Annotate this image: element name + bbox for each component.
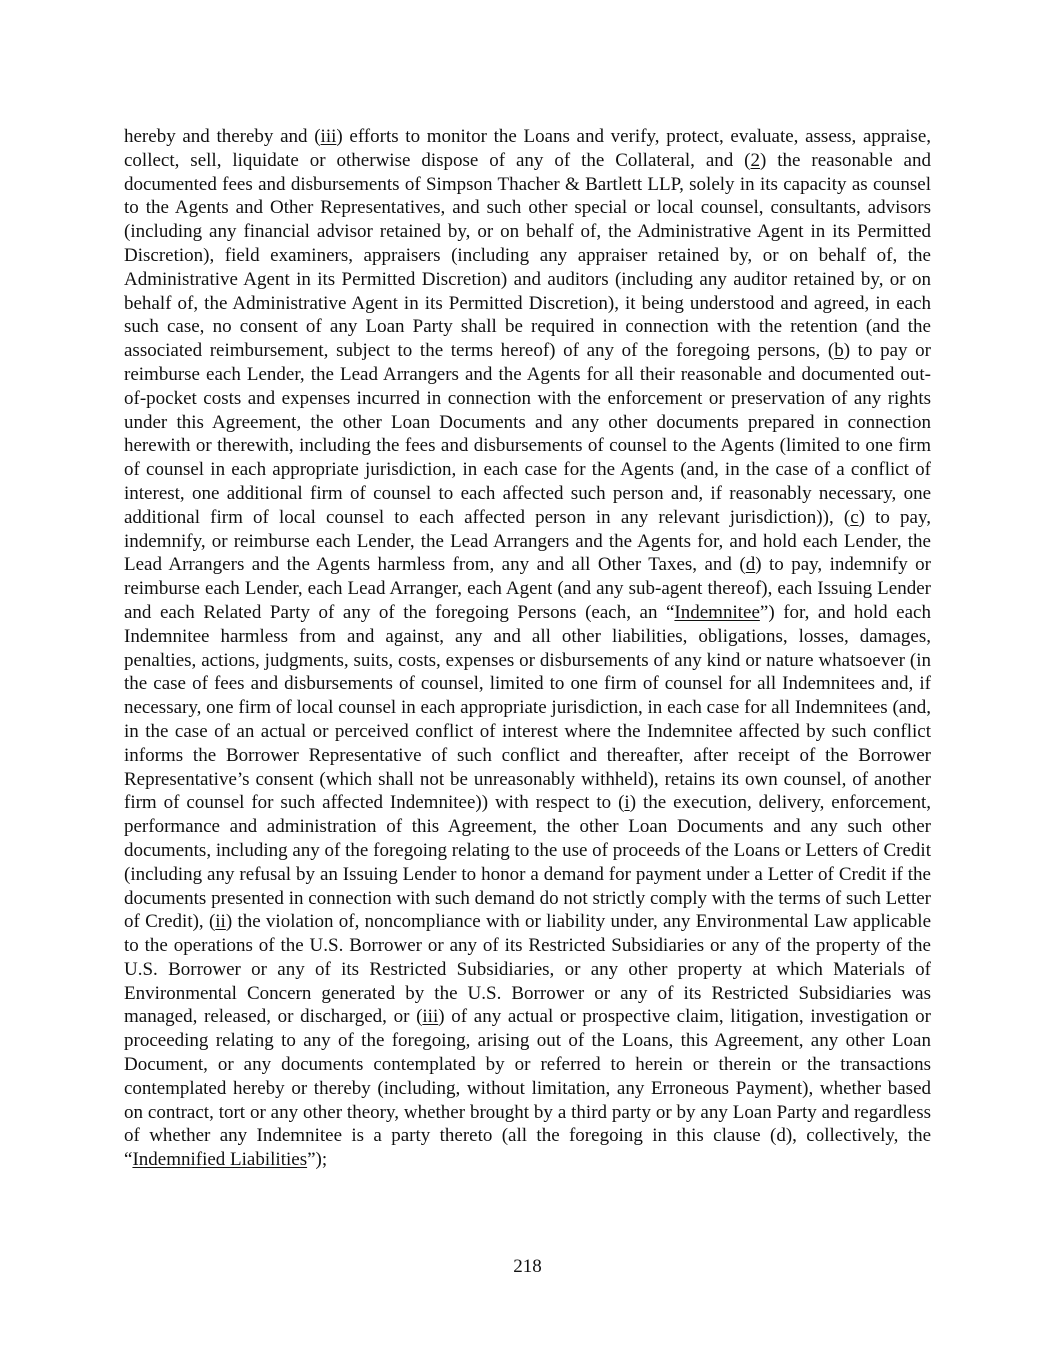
- text-run: hereby and thereby and (: [124, 126, 321, 147]
- text-run: ) to pay, indemnify, or reimburse each Lender, the Lead Arrangers and the Agents for, and hold each Lender, the Lead Arrangers and the Agents harmless from, any and all Other Taxes, and (: [124, 506, 932, 576]
- clause-reference: b: [834, 340, 844, 362]
- clause-reference: c: [850, 506, 859, 528]
- text-run: ) efforts to monitor the Loans and verify, protect, evaluate, assess, appraise, collect, sell, liquidate or otherwise dispose of any of the Collateral, and (: [124, 126, 932, 171]
- text-run: ) the violation of, noncompliance with or liability under, any Environmental Law applicable to the operations of the U.S. Borrower or any of its Restricted Subsidiaries or any of the property of the U.S. Borrower or any of its Restricted Subsidiaries, or any other property at which Materials of Environmental Concern generated by the U.S. Borrower or any of its Restricted Subsidiaries was managed, released, or discharged, or (: [124, 911, 931, 1028]
- clause-reference: iii: [320, 126, 337, 147]
- text-run: ) the reasonable and documented fees and disbursements of Simpson Thacher & Bartlett LLP, solely in its capacity as counsel to the Agents and Other Representatives, and such other special or local counsel, consultants, advisors (including any financial advisor retained by, or on behalf of, the Administrative Agent in its Permitted Discretion), field examiners, appraisers (including any appraiser retained by, or on behalf of, the Administrative Agent in its Permitted Discretion) and auditors (including any auditor retained by, or on behalf of, the Administrative Agent in its Permitted Discretion), it being understood and agreed, in each such case, no consent of any Loan Party shall be required in connection with the retention (and the associated reimbursement, subject to the terms hereof) of any of the foregoing persons, (: [124, 149, 931, 362]
- clause-reference: iii: [422, 1006, 439, 1028]
- text-run: ) to pay or reimburse each Lender, the Lead Arrangers and the Agents for all their reasonable and documented out-of-pocket costs and expenses incurred in connection with the enforcement or preservation of any rights under this Agreement, the other Loan Documents and any other documents prepared in connection herewith or therewith, including the fees and disbursements of counsel to the Agents (limited to one firm of counsel in each appropriate jurisdiction, in each case for the Agents (and, in the case of a conflict of interest, one additional firm of counsel to each affected such person and, if reasonably necessary, one additional firm of local counsel to each affected person in any relevant jurisdiction)), (: [124, 340, 931, 528]
- page-number: 218: [513, 1256, 542, 1277]
- clause-reference: d: [745, 554, 756, 576]
- clause-reference: ii: [215, 911, 226, 933]
- body-paragraph: [124, 125, 931, 1172]
- text-run: ”);: [307, 1149, 328, 1171]
- defined-term: Indemnitee: [674, 601, 760, 623]
- text-run: ) the execution, delivery, enforcement, performance and administration of this Agreement, the other Loan Documents and any such other documents, including any of the foregoing relating to the use of proceeds of the Loans or Letters of Credit (including any refusal by an Issuing Lender to honor a demand for payment under a Letter of Credit if the documents presented in connection with such demand do not strictly comply with the terms of such Letter of Credit), (: [124, 792, 932, 933]
- text-run: ) of any actual or prospective claim, litigation, investigation or proceeding relating to any of the foregoing, arising out of the Loans, this Agreement, any other Loan Document, or any documents contemplated by or referred to herein or therein or the transactions contemplated hereby or thereby (including, without limitation, any Erroneous Payment), whether based on contract, tort or any other theory, whether brought by a third party or by any Loan Party and regardless of whether any Indemnitee is a party thereto (all the foregoing in this clause (d), collectively, the “: [124, 1006, 932, 1171]
- clause-reference: 2: [750, 149, 761, 171]
- text-run: ”) for, and hold each Indemnitee harmless from and against, any and all other liabilities, obligations, losses, damages, penalties, actions, judgments, suits, costs, expenses or disbursements of any kind or nature whatsoever (in the case of fees and disbursements of counsel, limited to one firm of counsel for all Indemnitees and, if necessary, one firm of local counsel in each appropriate jurisdiction, in each case for all Indemnitees (and, in the case of an actual or perceived conflict of interest where the Indemnitee affected by such conflict informs the Borrower Representative of such conflict and thereafter, after receipt of the Borrower Representative’s consent (which shall not be unreasonably withheld), retains its own counsel, of another firm of counsel for such affected Indemnitee)) with respect to (: [124, 601, 931, 814]
- defined-term: Indemnified Liabilities: [132, 1149, 308, 1171]
- clause-reference: i: [624, 792, 630, 814]
- text-run: ) to pay, indemnify or reimburse each Lender, each Lead Arranger, each Agent (and any sub-agent thereof), each Issuing Lender and each Related Party of any of the foregoing Persons (each, an “: [124, 554, 931, 623]
